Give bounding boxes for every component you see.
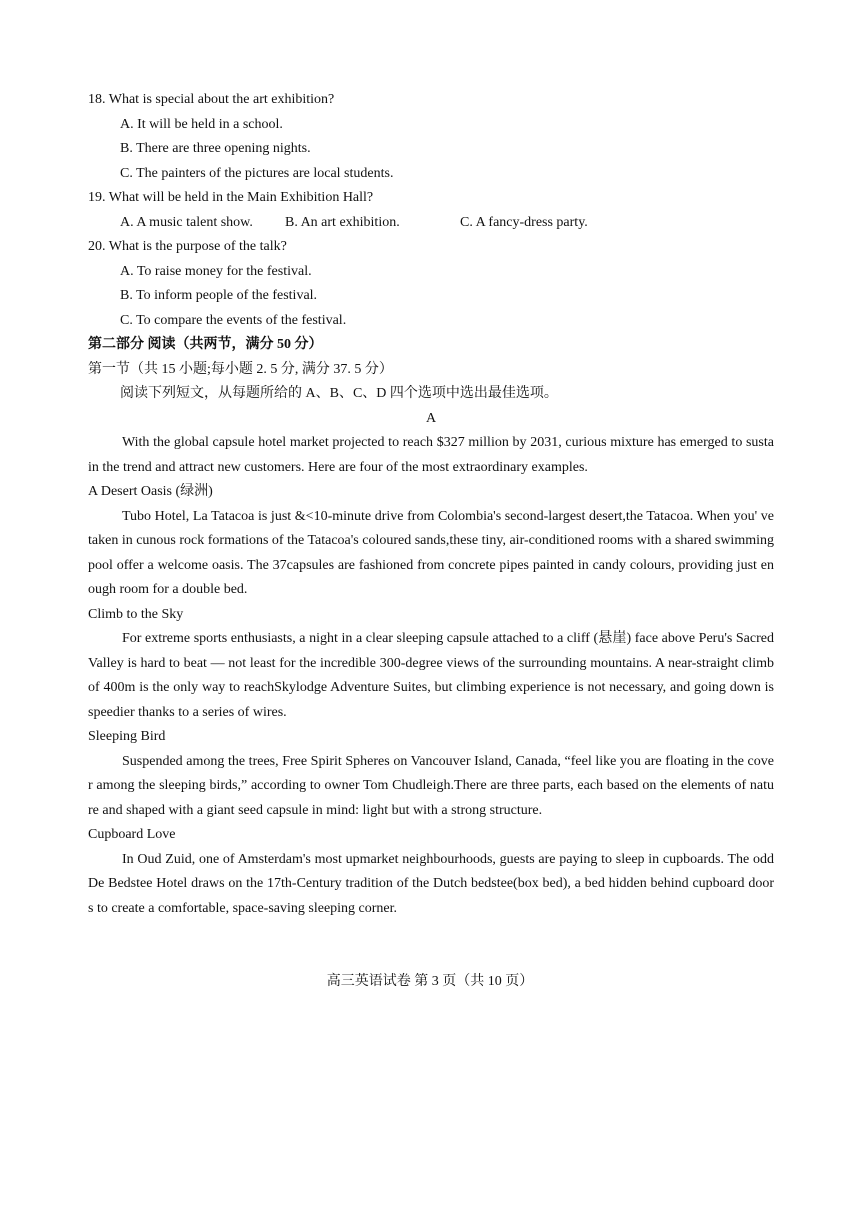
section-heading-climb-to-the-sky: Climb to the Sky	[88, 606, 184, 622]
exam-page	[88, 88, 774, 921]
question-19-option-c: C. A fancy-dress party.	[460, 214, 588, 230]
passage-intro: With the global capsule hotel market projected to reach $327 million by 2031, curious mixture has emerged to sustain the trend and attract new customers. Here are four of the most extraordinary examples.	[88, 435, 774, 475]
question-20-option-b: B. To inform people of the festival.	[120, 288, 318, 303]
section-text-cupboard-love: In Oud Zuid, one of Amsterdam's most upmarket neighbourhoods, guests are paying to sleep in cupboards. The odd De Bedstee Hotel draws on the 17th-Century tradition of the Dutch bedstee(box bed), a bed hidden behind cupboard doors to create a comfortable, space-saving sleeping corner.	[88, 851, 774, 916]
question-19-option-b: B. An art exhibition.	[285, 214, 400, 230]
part2-title: 第二部分 阅读（共两节，满分 50 分）	[88, 337, 323, 352]
page-footer: 高三英语试卷 第 3 页（共 10 页）	[326, 974, 534, 989]
question-19-stem: 19. What will be held in the Main Exhibition Hall?	[88, 190, 374, 205]
question-19-option-a: A. A music talent show.	[120, 214, 253, 230]
question-18-option-a: A. It will be held in a school.	[120, 116, 283, 132]
section-heading-sleeping-bird: Sleeping Bird	[88, 729, 166, 744]
section-text-sleeping-bird: Suspended among the trees, Free Spirit Spheres on Vancouver Island, Canada, “feel like you are floating in the cover among the sleeping birds,” according to owner Tom Chudleigh.There are three parts, each based on the elements of nature and shaped with a giant seed capsule in mind: light but with a strong structure.	[88, 753, 774, 818]
question-20-option-c: C. To compare the events of the festival.	[120, 312, 347, 328]
question-19-options	[88, 211, 774, 236]
section-heading-cupboard-love: Cupboard Love	[88, 827, 176, 842]
question-18-option-c: C. The painters of the pictures are local students.	[120, 165, 394, 181]
passage-label: A	[425, 410, 437, 426]
part2-instruction: 阅读下列短文，从每题所给的 A、B、C、D 四个选项中选出最佳选项。	[120, 386, 558, 401]
question-18-option-b: B. There are three opening nights.	[120, 141, 311, 156]
section-text-climb-to-the-sky: For extreme sports enthusiasts, a night in a clear sleeping capsule attached to a cliff (悬崖) face above Peru's Sacred Valley is hard to beat — not least for the incredible 300-degree views of the surrounding mountains. A near-straight climb of 400m is the only way to reachSkylodge Adventure Suites, but climbing experience is not necessary, and going down is speedier thanks to a series of wires.	[88, 631, 774, 720]
section-text-desert-oasis: Tubo Hotel, La Tatacoa is just &<10-minute drive from Colombia's second-largest desert,the Tatacoa. When you' ve taken in cunous rock formations of the Tatacoa's coloured sands,these tiny, air-conditioned rooms with a shared swimming pool offer a welcome oasis. The 37capsules are fashioned from concrete pipes painted in candy colours, providing just enough room for a double bed.	[88, 508, 774, 597]
question-20-stem: 20. What is the purpose of the talk?	[88, 239, 287, 254]
question-20-option-a: A. To raise money for the festival.	[120, 263, 312, 279]
section-heading-desert-oasis: A Desert Oasis (绿洲)	[88, 484, 213, 499]
question-18-stem: 18. What is special about the art exhibition?	[88, 92, 335, 107]
part2-section1: 第一节（共 15 小题;每小题 2. 5 分, 满分 37. 5 分）	[88, 361, 393, 377]
